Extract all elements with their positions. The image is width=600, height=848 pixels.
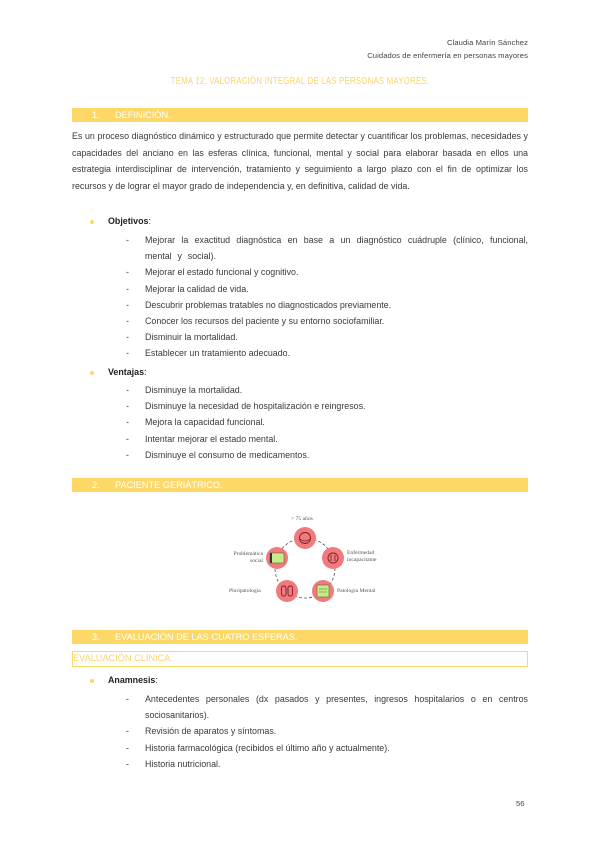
diagram-label-social-problems: Problemática social [233, 551, 263, 564]
bullet-dot-icon [90, 371, 94, 375]
anamnesis-list [126, 691, 528, 772]
elderly-face-icon [294, 527, 316, 549]
section-heading-evaluacion [72, 630, 528, 644]
bullet-anamnesis: Anamnesis: [92, 675, 142, 685]
document-title: TEMA 12: VALORACIÓN INTEGRAL DE LAS PERSONAS MAYORES. [170, 76, 430, 87]
header-author: Claudia Marín Sánchez [446, 38, 528, 47]
list-item: - Disminuye el consumo de medicamentos. [126, 449, 310, 460]
section-number: 2. [92, 480, 100, 490]
id-card-icon [266, 547, 288, 569]
diagram-label-disabling-disease: Enfermedad incapacitante [347, 550, 377, 563]
list-item: - Intentar mejorar el estado mental. [126, 433, 278, 444]
ventajas-list [126, 382, 528, 463]
subsection-heading-evaluacion-clinica: EVALUACIÓN CLÍNICA. [72, 651, 528, 667]
bullet-label: Ventajas [108, 367, 145, 377]
list-item: - Disminuye la mortalidad. [126, 385, 243, 395]
bullet-label: Anamnesis [108, 675, 156, 685]
list-item: - Historia nutricional. [126, 758, 221, 769]
bullet-dot-icon [90, 679, 94, 683]
objetivos-list [126, 232, 528, 362]
header-course: Cuidados de enfermería en personas mayores [367, 51, 528, 60]
list-item: - Mejora la capacidad funcional. [126, 417, 265, 428]
definition-paragraph: Es un proceso diagnóstico dinámico y estructurado que permite detectar y cuantificar los problemas, necesidades y capacidades del anciano en las esferas clínica, funcional, mental y social para elaborar basada en ellos una estrategia interdisciplinar de intervención, tratamiento y seguimiento a largo plazo con el fin de optimizar los recursos y de lograr el mayor grado de independencia y, en definitiva, calidad de vida. [72, 131, 528, 191]
section-number: 1. [92, 110, 100, 120]
list-item: - Mejorar el estado funcional y cognitivo. [126, 267, 299, 278]
pills-icon [276, 580, 298, 602]
section-heading-paciente-geriatrico [72, 478, 528, 492]
list-item: - Establecer un tratamiento adecuado. [126, 348, 291, 359]
list-item: - Disminuye la necesidad de hospitalización e reingresos. [126, 401, 366, 412]
clipboard-icon [312, 580, 334, 602]
list-item: - Disminuir la mortalidad. [126, 332, 238, 343]
list-item: - Revisión de aparatos y síntomas. [126, 726, 277, 737]
list-item: - Conocer los recursos del paciente y su entorno sociofamiliar. [126, 316, 385, 327]
brain-head-icon [322, 547, 344, 569]
section-title: PACIENTE GERIÁTRICO. [115, 480, 223, 490]
section-number: 3. [92, 632, 100, 642]
list-item: - Mejorar la calidad de vida. [126, 283, 249, 294]
list-item: - Antecedentes personales (dx pasados y presentes, ingresos hospitalarios o en centros sociosanitarios). [126, 694, 528, 721]
geriatric-patient-diagram [215, 512, 395, 612]
list-item: - Descubrir problemas tratables no diagnosticados previamente. [126, 299, 392, 310]
bullet-dot-icon [90, 220, 94, 224]
diagram-label-age: > 75 años [291, 516, 313, 522]
section-title: DEFINICIÓN. [115, 110, 171, 120]
page-number: 56 [516, 799, 525, 808]
section-title: EVALUACIÓN DE LAS CUATRO ESFERAS. [115, 632, 298, 642]
bullet-label: Objetivos [108, 216, 149, 226]
section-heading-definicion [72, 108, 528, 122]
bullet-ventajas: Ventajas: [92, 367, 130, 377]
list-item: - Mejorar la exactitud diagnóstica en base a un diagnóstico cuádruple (clínico, funcional, mental y social). [126, 235, 528, 262]
bullet-objetivos: Objetivos: [92, 216, 135, 226]
diagram-label-mental-pathology: Patología Mental [337, 588, 376, 594]
diagram-label-pluripathology: Pluripatología [229, 588, 261, 594]
list-item: - Historia farmacológica (recibidos el último año y actualmente). [126, 742, 390, 753]
